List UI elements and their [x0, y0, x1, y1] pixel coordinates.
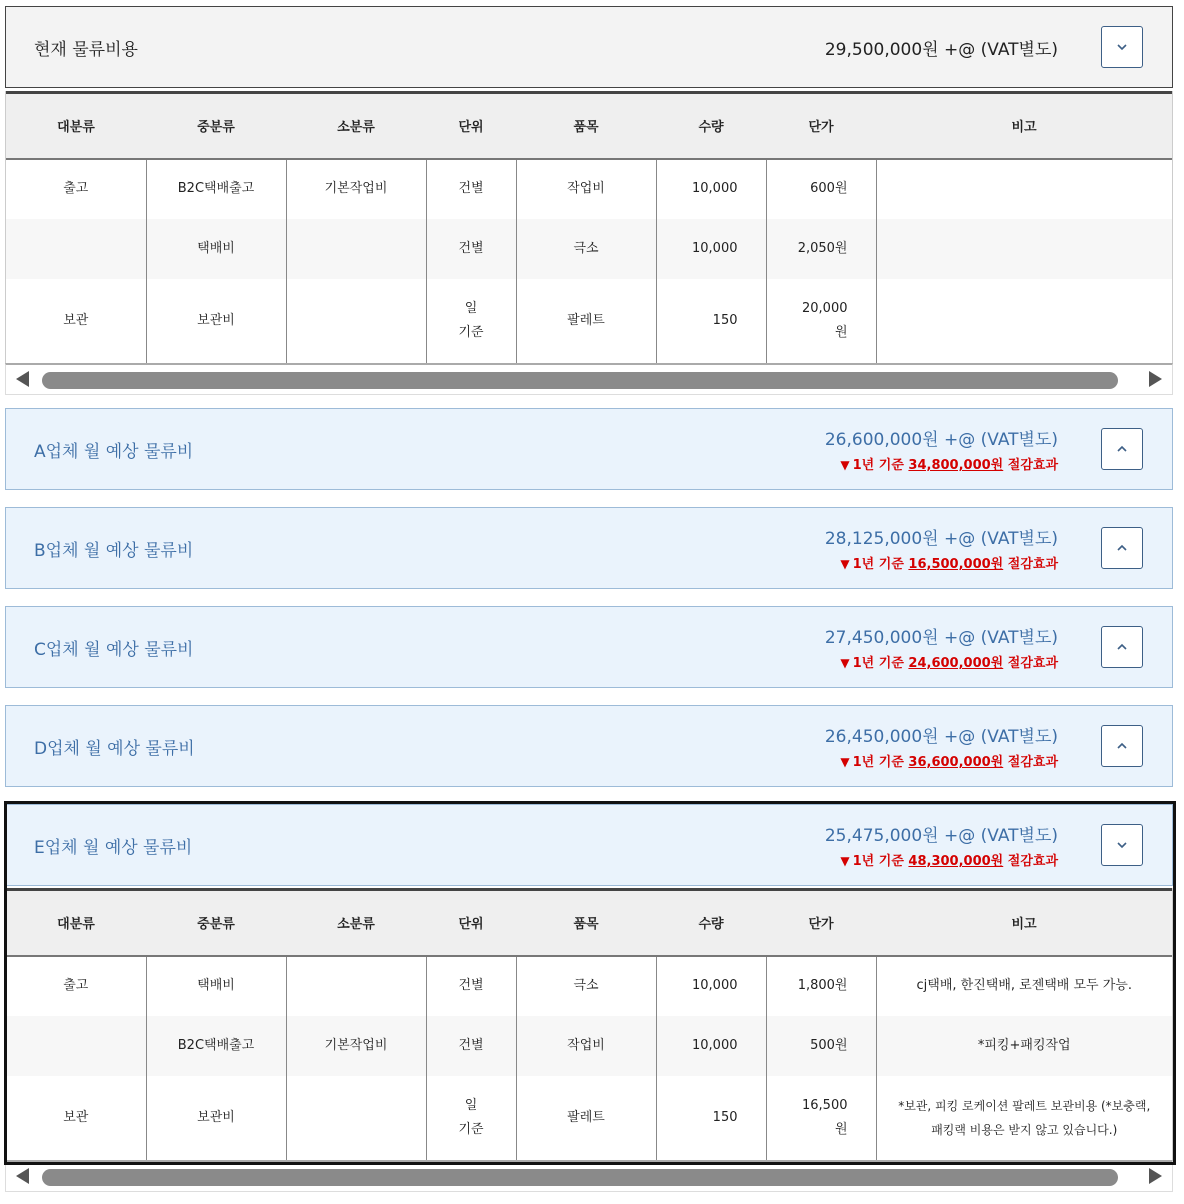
vendor-title: E업체 월 예상 물류비	[34, 837, 193, 858]
column-header: 단가	[766, 93, 876, 159]
savings-suffix: 절감효과	[1007, 458, 1058, 473]
table-row	[6, 219, 1172, 279]
cell-unit: 일 기준	[426, 1076, 516, 1160]
vendor-price: 25,475,000원 +@ (VAT별도)	[824, 826, 1058, 846]
cell-unit: 일 기준	[426, 279, 516, 363]
column-header: 단위	[426, 93, 516, 159]
chevron-up-icon	[1115, 541, 1129, 555]
cell-unit-price: 2,050원	[766, 219, 876, 279]
chevron-down-icon	[1115, 40, 1129, 54]
scrollbar-thumb[interactable]	[42, 372, 1118, 389]
chevron-down-icon	[1115, 838, 1129, 852]
cell-item: 팔레트	[516, 279, 656, 363]
cell-unit-price: 20,000원	[766, 279, 876, 363]
cell-unit-price: 500원	[766, 1016, 876, 1076]
column-header: 품목	[516, 890, 656, 956]
column-header: 수량	[656, 890, 766, 956]
vendor-summary	[825, 805, 1058, 885]
savings-amount: 16,500,000원	[908, 557, 1004, 572]
column-header: 단위	[426, 890, 516, 956]
table-header-row	[6, 93, 1172, 159]
column-header: 대분류	[6, 93, 146, 159]
cell-unit-price: 600원	[766, 159, 876, 219]
cell-quantity: 10,000	[656, 1016, 766, 1076]
cell-midcategory: 택배비	[146, 219, 286, 279]
savings-suffix: 절감효과	[1007, 557, 1058, 572]
vendor-e-table-wrapper	[5, 888, 1173, 1160]
horizontal-scrollbar[interactable]	[5, 363, 1173, 395]
vendor-b-panel	[5, 507, 1173, 589]
chevron-up-icon	[1115, 640, 1129, 654]
cell-subcategory	[286, 219, 426, 279]
cell-category: 보관	[6, 1076, 146, 1160]
current-cost-toggle-button[interactable]	[1101, 26, 1143, 68]
current-cost-table-wrapper	[5, 91, 1173, 363]
vendor-price: 27,450,000원 +@ (VAT별도)	[824, 628, 1058, 648]
cell-note: *보관, 피킹 로케이션 팔레트 보관비용 (*보충랙, 패킹랙 비용은 받지 않고 있습니다.)	[898, 1098, 1151, 1137]
table-row	[6, 159, 1172, 219]
vendor-a-toggle-button[interactable]	[1101, 428, 1143, 470]
savings-prefix: 1년 기준	[852, 656, 904, 671]
cell-category: 보관	[6, 279, 146, 363]
savings-line	[840, 850, 1058, 869]
savings-prefix: 1년 기준	[852, 557, 904, 572]
horizontal-scrollbar[interactable]	[5, 1160, 1173, 1192]
cell-category: 출고	[6, 956, 146, 1016]
down-triangle-icon: ▼	[840, 458, 850, 472]
cell-category	[6, 1016, 146, 1076]
cell-midcategory: 택배비	[146, 956, 286, 1016]
vendor-d-panel	[5, 705, 1173, 787]
cell-quantity: 10,000	[656, 956, 766, 1016]
current-cost-title: 현재 물류비용	[34, 39, 138, 60]
savings-amount: 48,300,000원	[908, 854, 1004, 869]
cell-unit: 건별	[426, 956, 516, 1016]
vendor-summary	[825, 607, 1058, 687]
vendor-d-header[interactable]	[5, 705, 1173, 787]
column-header: 중분류	[146, 93, 286, 159]
vendor-a-header[interactable]	[5, 408, 1173, 490]
cell-item: 극소	[516, 956, 656, 1016]
column-header: 단가	[766, 890, 876, 956]
cell-unit-price: 1,800원	[766, 956, 876, 1016]
savings-prefix: 1년 기준	[852, 854, 904, 869]
cell-note: cj택배, 한진택배, 로젠택배 모두 가능.	[916, 978, 1132, 993]
vendor-summary	[825, 409, 1058, 489]
cell-unit: 건별	[426, 159, 516, 219]
vendor-price: 26,450,000원 +@ (VAT별도)	[824, 727, 1058, 747]
vendor-price: 26,600,000원 +@ (VAT별도)	[824, 430, 1058, 450]
savings-suffix: 절감효과	[1007, 656, 1058, 671]
down-triangle-icon: ▼	[840, 755, 850, 769]
column-header: 비고	[876, 890, 1172, 956]
vendor-e-table	[6, 888, 1172, 1160]
vendor-title: C업체 월 예상 물류비	[34, 639, 194, 660]
column-header: 소분류	[286, 890, 426, 956]
current-cost-panel	[5, 6, 1173, 395]
current-cost-summary	[825, 7, 1058, 87]
cell-category: 출고	[6, 159, 146, 219]
vendor-b-toggle-button[interactable]	[1101, 527, 1143, 569]
chevron-up-icon	[1115, 739, 1129, 753]
cell-note	[876, 279, 1172, 363]
scroll-left-arrow-icon[interactable]	[16, 371, 29, 387]
cell-category	[6, 219, 146, 279]
vendor-c-header[interactable]	[5, 606, 1173, 688]
savings-amount: 34,800,000원	[908, 458, 1004, 473]
cell-subcategory: 기본작업비	[286, 1016, 426, 1076]
cell-item: 작업비	[516, 1016, 656, 1076]
table-row	[6, 1016, 1172, 1076]
vendor-price: 28,125,000원 +@ (VAT별도)	[824, 529, 1058, 549]
vendor-b-header[interactable]	[5, 507, 1173, 589]
vendor-e-header[interactable]	[5, 804, 1173, 886]
scrollbar-thumb[interactable]	[42, 1169, 1118, 1186]
cell-unit: 건별	[426, 219, 516, 279]
cell-unit: 건별	[426, 1016, 516, 1076]
cell-subcategory	[286, 956, 426, 1016]
savings-amount: 24,600,000원	[908, 656, 1004, 671]
vendor-e-toggle-button[interactable]	[1101, 824, 1143, 866]
cell-quantity: 150	[656, 279, 766, 363]
cell-unit-price: 16,500원	[766, 1076, 876, 1160]
table-row	[6, 956, 1172, 1016]
down-triangle-icon: ▼	[840, 854, 850, 868]
vendor-e-panel	[5, 804, 1173, 1192]
vendor-title: A업체 월 예상 물류비	[34, 441, 194, 462]
vendor-a-panel	[5, 408, 1173, 490]
chevron-up-icon	[1115, 442, 1129, 456]
cell-note	[876, 219, 1172, 279]
savings-line	[840, 454, 1058, 473]
vendor-c-toggle-button[interactable]	[1101, 626, 1143, 668]
scroll-right-arrow-icon[interactable]	[1149, 371, 1162, 387]
table-row	[6, 279, 1172, 363]
column-header: 대분류	[6, 890, 146, 956]
cell-midcategory: B2C택배출고	[146, 1016, 286, 1076]
savings-suffix: 절감효과	[1007, 854, 1058, 869]
cell-subcategory	[286, 279, 426, 363]
savings-line	[840, 553, 1058, 572]
cell-subcategory	[286, 1076, 426, 1160]
vendor-summary	[825, 508, 1058, 588]
down-triangle-icon: ▼	[840, 656, 850, 670]
column-header: 소분류	[286, 93, 426, 159]
savings-suffix: 절감효과	[1007, 755, 1058, 770]
scroll-right-arrow-icon[interactable]	[1149, 1168, 1162, 1184]
cell-quantity: 150	[656, 1076, 766, 1160]
savings-prefix: 1년 기준	[852, 755, 904, 770]
cell-item: 작업비	[516, 159, 656, 219]
current-cost-price: 29,500,000원 +@ (VAT별도)	[824, 39, 1058, 60]
cell-midcategory: 보관비	[146, 279, 286, 363]
cell-quantity: 10,000	[656, 159, 766, 219]
down-triangle-icon: ▼	[840, 557, 850, 571]
vendor-d-toggle-button[interactable]	[1101, 725, 1143, 767]
vendor-summary	[825, 706, 1058, 786]
column-header: 품목	[516, 93, 656, 159]
cell-subcategory: 기본작업비	[286, 159, 426, 219]
column-header: 비고	[876, 93, 1172, 159]
cell-midcategory: B2C택배출고	[146, 159, 286, 219]
cell-note: *피킹+패킹작업	[876, 1016, 1172, 1076]
column-header: 중분류	[146, 890, 286, 956]
vendor-c-panel	[5, 606, 1173, 688]
cell-note	[876, 159, 1172, 219]
savings-line	[840, 751, 1058, 770]
cell-item: 극소	[516, 219, 656, 279]
scroll-left-arrow-icon[interactable]	[16, 1168, 29, 1184]
column-header: 수량	[656, 93, 766, 159]
cell-midcategory: 보관비	[146, 1076, 286, 1160]
current-cost-table	[6, 91, 1172, 363]
vendor-title: D업체 월 예상 물류비	[34, 738, 195, 759]
table-header-row	[6, 890, 1172, 956]
vendor-title: B업체 월 예상 물류비	[34, 540, 194, 561]
table-row	[6, 1076, 1172, 1160]
savings-prefix: 1년 기준	[852, 458, 904, 473]
cell-quantity: 10,000	[656, 219, 766, 279]
cell-item: 팔레트	[516, 1076, 656, 1160]
savings-amount: 36,600,000원	[908, 755, 1004, 770]
current-cost-header[interactable]	[5, 6, 1173, 88]
savings-line	[840, 652, 1058, 671]
